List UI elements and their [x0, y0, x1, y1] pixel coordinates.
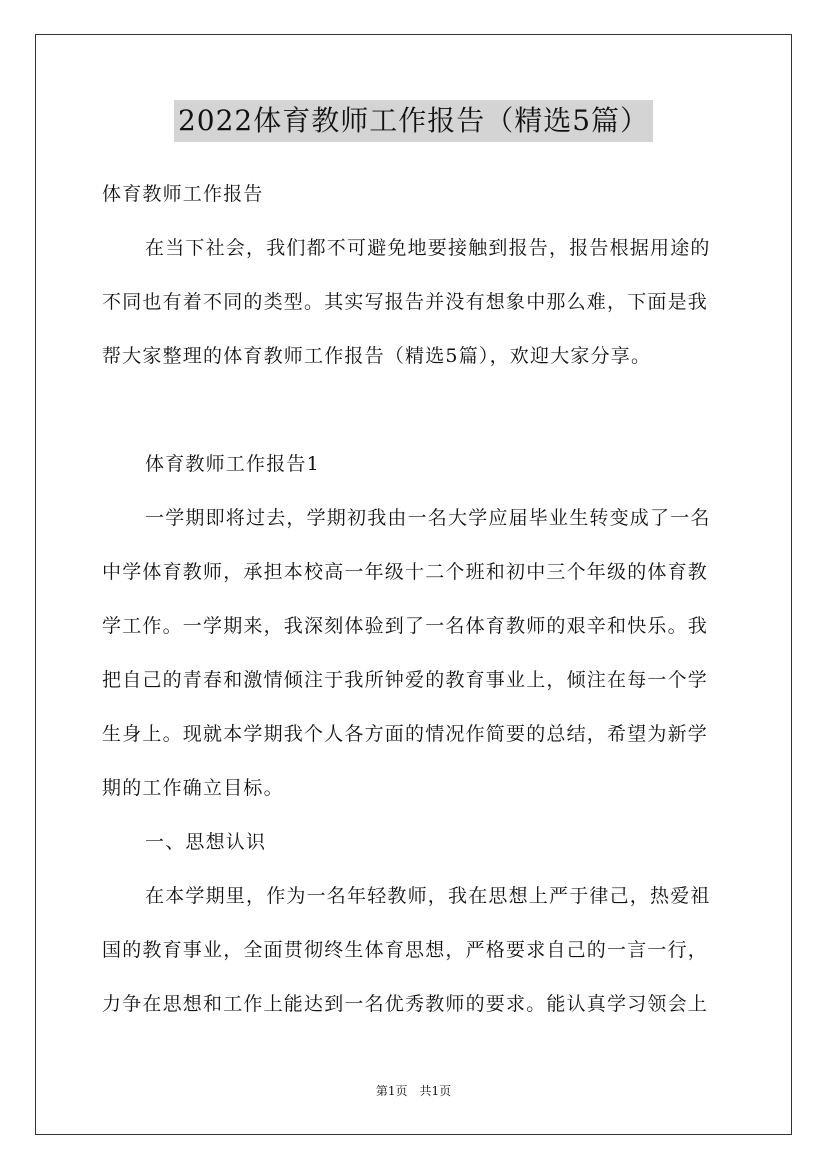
subtitle-line: 体育教师工作报告	[102, 183, 264, 205]
paragraph-line: 把自己的青春和激情倾注于我所钟爱的教育事业上，倾注在每一个学	[102, 669, 709, 691]
paragraph-line: 期的工作确立目标。	[102, 777, 284, 799]
document-title: 2022体育教师工作报告（精选5篇）	[174, 100, 653, 142]
paragraph-line: 一学期即将过去，学期初我由一名大学应届毕业生转变成了一名	[145, 507, 711, 529]
paragraph-line: 帮大家整理的体育教师工作报告（精选5篇），欢迎大家分享。	[102, 345, 652, 367]
page-footer: 第1页 共1页	[375, 1084, 452, 1098]
paragraph-line: 中学体育教师，承担本校高一年级十二个班和初中三个年级的体育教	[102, 561, 709, 583]
paragraph-line: 不同也有着不同的类型。其实写报告并没有想象中那么难，下面是我	[102, 291, 709, 313]
paragraph-line: 学工作。一学期来，我深刻体验到了一名体育教师的艰辛和快乐。我	[102, 615, 709, 637]
paragraph-line: 在本学期里，作为一名年轻教师，我在思想上严于律己，热爱祖	[145, 885, 711, 907]
section-heading: 体育教师工作报告1	[145, 453, 320, 475]
paragraph-line: 力争在思想和工作上能达到一名优秀教师的要求。能认真学习领会上	[102, 993, 709, 1015]
paragraph-line: 生身上。现就本学期我个人各方面的情况作简要的总结，希望为新学	[102, 723, 709, 745]
paragraph-line: 国的教育事业，全面贯彻终生体育思想，严格要求自己的一言一行，	[102, 939, 709, 961]
title-area	[0, 100, 827, 142]
paragraph-line: 在当下社会，我们都不可避免地要接触到报告，报告根据用途的	[145, 237, 711, 259]
section-heading: 一、思想认识	[145, 831, 267, 853]
